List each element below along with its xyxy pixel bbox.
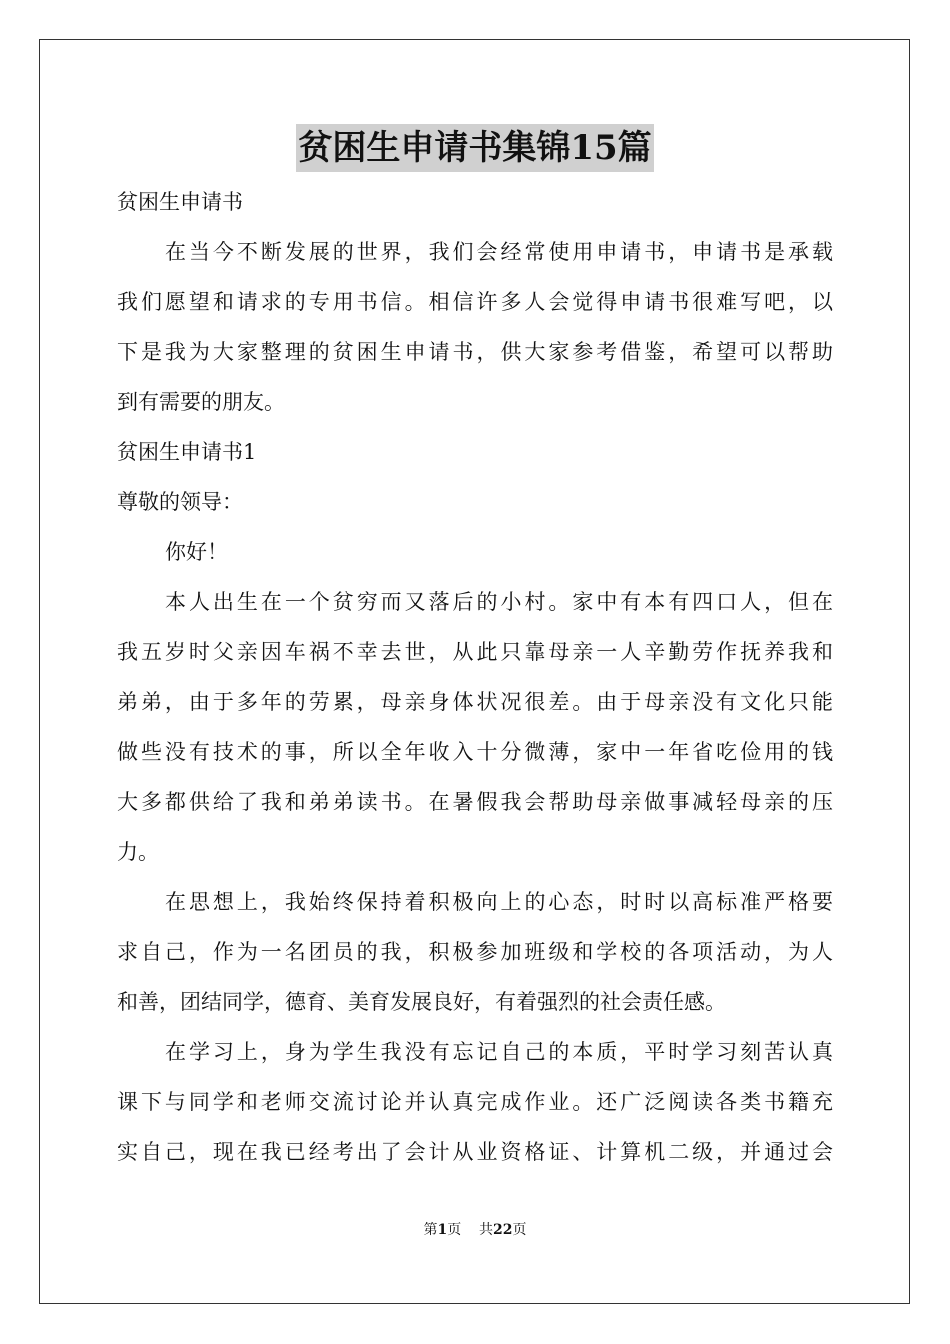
total-pages: 22 — [493, 1222, 513, 1238]
total-prefix: 共 — [479, 1222, 494, 1238]
intro-line: 到有需要的朋友。 — [117, 390, 285, 414]
total-suffix: 页 — [512, 1222, 527, 1238]
page-number: 1 — [437, 1222, 448, 1238]
document-title: 贫困生申请书集锦15篇 — [296, 124, 653, 172]
salutation: 尊敬的领导： — [117, 490, 243, 514]
section-heading: 贫困生申请书1 — [117, 440, 257, 464]
page-suffix: 页 — [447, 1222, 462, 1238]
paragraph-line: 本人出生在一个贫穷而又落后的小村。家中有本有四口人，但在 — [165, 590, 833, 614]
paragraph-line: 求自己，作为一名团员的我，积极参加班级和学校的各项活动，为人 — [117, 940, 833, 964]
section-heading: 贫困生申请书 — [117, 190, 243, 214]
paragraph-line: 课下与同学和老师交流讨论并认真完成作业。还广泛阅读各类书籍充 — [117, 1090, 833, 1114]
paragraph-line: 做些没有技术的事，所以全年收入十分微薄，家中一年省吃俭用的钱 — [117, 740, 833, 764]
page-footer — [0, 1220, 950, 1240]
document-body — [117, 177, 833, 1177]
page-prefix: 第 — [423, 1222, 438, 1238]
paragraph-line: 在思想上，我始终保持着积极向上的心态，时时以高标准严格要 — [165, 890, 833, 914]
paragraph-line: 实自己，现在我已经考出了会计从业资格证、计算机二级，并通过会 — [117, 1140, 833, 1164]
intro-line: 下是我为大家整理的贫困生申请书，供大家参考借鉴，希望可以帮助 — [117, 340, 833, 364]
paragraph-line: 我五岁时父亲因车祸不幸去世，从此只靠母亲一人辛勤劳作抚养我和 — [117, 640, 833, 664]
intro-line: 在当今不断发展的世界，我们会经常使用申请书，申请书是承载 — [165, 240, 833, 264]
paragraph-line: 大多都供给了我和弟弟读书。在暑假我会帮助母亲做事减轻母亲的压 — [117, 790, 833, 814]
paragraph-line: 弟弟，由于多年的劳累，母亲身体状况很差。由于母亲没有文化只能 — [117, 690, 833, 714]
greeting: 你好！ — [165, 540, 228, 564]
paragraph-line: 在学习上，身为学生我没有忘记自己的本质，平时学习刻苦认真 — [165, 1040, 833, 1064]
paragraph-line: 力。 — [117, 840, 159, 864]
paragraph-line: 和善，团结同学，德育、美育发展良好，有着强烈的社会责任感。 — [117, 990, 726, 1014]
title-wrap — [0, 124, 950, 172]
intro-line: 我们愿望和请求的专用书信。相信许多人会觉得申请书很难写吧，以 — [117, 290, 833, 314]
